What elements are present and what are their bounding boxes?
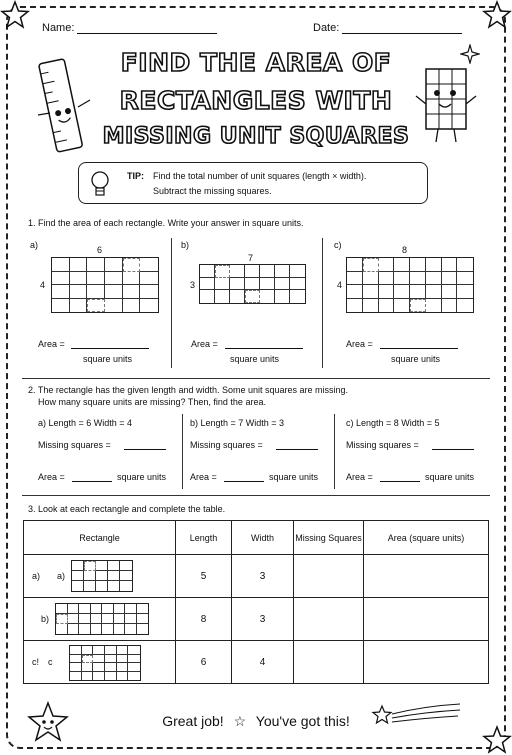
unit-square [125, 604, 137, 614]
unit-square [394, 299, 410, 313]
unit-square [52, 272, 70, 286]
unit-square [394, 272, 410, 286]
unit-square [82, 655, 94, 664]
s2-c-area-label: Area = [346, 472, 373, 482]
unit-square [105, 655, 117, 664]
lightbulb-icon [89, 169, 111, 199]
s1-b-letter: b) [181, 240, 190, 250]
unit-square [394, 285, 410, 299]
unit-square [137, 624, 149, 634]
unit-square [200, 278, 215, 291]
unit-square [52, 299, 70, 313]
section2-instruction-2: How many square units are missing? Then, find the area. [38, 397, 266, 407]
unit-square [120, 571, 132, 581]
unit-square [215, 290, 230, 303]
table-header-row [24, 521, 489, 555]
row-a-inner-letter: a) [57, 571, 66, 581]
unit-square [426, 285, 442, 299]
unit-square [91, 604, 103, 614]
unit-square [245, 265, 260, 278]
unit-square [105, 646, 117, 655]
unit-square [275, 278, 290, 291]
unit-square [56, 604, 68, 614]
footer-right-text: You've got this! [255, 713, 350, 729]
table-row [24, 555, 489, 598]
s2-c-unit: square units [425, 472, 475, 482]
unit-square [91, 624, 103, 634]
row-b-letter: b) [41, 614, 50, 624]
unit-square [290, 290, 305, 303]
shooting-star-icon [370, 700, 470, 730]
unit-square [125, 624, 137, 634]
unit-square [87, 272, 105, 286]
unit-square [215, 278, 230, 291]
unit-square [128, 663, 140, 672]
unit-square [105, 285, 123, 299]
s1-b-length: 7 [248, 253, 254, 263]
unit-square [123, 272, 141, 286]
unit-square [68, 624, 80, 634]
col-length: Length [176, 521, 232, 555]
unit-square [105, 672, 117, 681]
unit-square [79, 604, 91, 614]
unit-square [114, 604, 126, 614]
s1-c-width: 4 [337, 280, 343, 290]
unit-square [52, 258, 70, 272]
unit-square [140, 299, 158, 313]
unit-square [347, 285, 363, 299]
row-b-width: 3 [232, 598, 294, 641]
title-line-2: RECTANGLES WITH [119, 86, 393, 115]
unit-square [117, 672, 129, 681]
divider [334, 414, 335, 489]
unit-square [93, 655, 105, 664]
unit-square [245, 278, 260, 291]
unit-square [70, 672, 82, 681]
unit-square [245, 290, 260, 303]
unit-square [363, 272, 379, 286]
name-label: Name: [42, 22, 75, 34]
unit-square [120, 561, 132, 571]
name-line[interactable] [77, 24, 217, 34]
unit-square [68, 604, 80, 614]
unit-square [102, 624, 114, 634]
unit-square [82, 663, 94, 672]
unit-square [70, 663, 82, 672]
unit-square [260, 265, 275, 278]
unit-square [457, 285, 473, 299]
answer-table [23, 520, 489, 684]
unit-square [260, 278, 275, 291]
s1-a-answer-line[interactable] [71, 339, 149, 349]
unit-square [379, 285, 395, 299]
corner-star-icon [482, 0, 512, 30]
title-line-3: MISSING UNIT SQUARES [102, 124, 410, 149]
unit-square [128, 646, 140, 655]
row-c-area-input[interactable] [364, 641, 489, 684]
s1-c-rectangle [346, 257, 474, 313]
unit-square [56, 624, 68, 634]
s1-c-area-label: Area = [346, 339, 373, 349]
unit-square [108, 581, 120, 591]
unit-square [108, 561, 120, 571]
unit-square [275, 290, 290, 303]
unit-square [70, 299, 88, 313]
s1-b-unit: square units [230, 354, 280, 364]
footer-left-text: Great job! [162, 713, 224, 729]
unit-square [72, 571, 84, 581]
name-field[interactable] [42, 22, 217, 34]
s1-b-answer-line[interactable] [225, 339, 303, 349]
s2-a-header: a) Length = 6 Width = 4 [38, 418, 133, 428]
row-a-rectangle-cell [24, 555, 176, 598]
unit-square [347, 272, 363, 286]
unit-square [379, 258, 395, 272]
s2-b-missing-line[interactable] [276, 440, 318, 450]
unit-square [379, 299, 395, 313]
section-divider [22, 378, 490, 379]
unit-square [363, 258, 379, 272]
unit-square [140, 258, 158, 272]
s2-a-unit: square units [117, 472, 167, 482]
unit-square [137, 614, 149, 624]
section3-instruction: 3. Look at each rectangle and complete the table. [28, 504, 226, 514]
row-c-missing-input[interactable] [294, 641, 364, 684]
row-a-missing-input[interactable] [294, 555, 364, 598]
unit-square [87, 258, 105, 272]
row-b-length: 8 [176, 598, 232, 641]
unit-square [379, 272, 395, 286]
unit-square [96, 561, 108, 571]
row-a-area-input[interactable] [364, 555, 489, 598]
unit-square [457, 299, 473, 313]
s2-b-header: b) Length = 7 Width = 3 [190, 418, 285, 428]
unit-square [52, 285, 70, 299]
unit-square [123, 285, 141, 299]
s2-b-area-label: Area = [190, 472, 217, 482]
s1-c-letter: c) [334, 240, 342, 250]
unit-square [117, 663, 129, 672]
s1-a-length: 6 [97, 245, 103, 255]
unit-square [102, 614, 114, 624]
unit-square [230, 265, 245, 278]
row-b-rectangle [55, 603, 149, 635]
unit-square [410, 285, 426, 299]
unit-square [108, 571, 120, 581]
unit-square [70, 272, 88, 286]
unit-square [87, 299, 105, 313]
unit-square [442, 285, 458, 299]
unit-square [93, 663, 105, 672]
s2-c-area-line[interactable] [380, 472, 420, 482]
tip-label: TIP: [127, 171, 144, 181]
unit-square [84, 571, 96, 581]
row-c-rectangle [69, 645, 141, 681]
row-c-rectangle-cell [24, 641, 176, 684]
unit-square [442, 299, 458, 313]
s1-b-area-label: Area = [191, 339, 218, 349]
table-row [24, 641, 489, 684]
row-b-area-input[interactable] [364, 598, 489, 641]
unit-square [230, 278, 245, 291]
unit-square [394, 258, 410, 272]
unit-square [457, 258, 473, 272]
unit-square [363, 299, 379, 313]
unit-square [96, 571, 108, 581]
s1-c-length: 8 [402, 245, 408, 255]
s2-b-area-line[interactable] [224, 472, 264, 482]
unit-square [290, 278, 305, 291]
col-width: Width [232, 521, 294, 555]
unit-square [70, 646, 82, 655]
unit-square [123, 258, 141, 272]
unit-square [105, 663, 117, 672]
unit-square [290, 265, 305, 278]
unit-square [72, 581, 84, 591]
unit-square [426, 299, 442, 313]
s1-c-unit: square units [391, 354, 441, 364]
s2-c-header: c) Length = 8 Width = 5 [346, 418, 440, 428]
row-a-width: 3 [232, 555, 294, 598]
unit-square [410, 258, 426, 272]
unit-square [72, 561, 84, 571]
row-a-length: 5 [176, 555, 232, 598]
unit-square [347, 299, 363, 313]
unit-square [82, 646, 94, 655]
unit-square [68, 614, 80, 624]
divider [171, 238, 172, 368]
col-area: Area (square units) [364, 521, 489, 555]
s2-c-missing-label: Missing squares = [346, 440, 419, 450]
unit-square [84, 581, 96, 591]
unit-square [105, 299, 123, 313]
unit-square [230, 290, 245, 303]
unit-square [442, 272, 458, 286]
unit-square [70, 655, 82, 664]
unit-square [105, 258, 123, 272]
table-row [24, 598, 489, 641]
unit-square [87, 285, 105, 299]
unit-square [260, 290, 275, 303]
unit-square [426, 258, 442, 272]
s1-a-area-label: Area = [38, 339, 65, 349]
unit-square [275, 265, 290, 278]
row-a-rectangle [71, 560, 133, 592]
unit-square [117, 655, 129, 664]
s1-a-unit: square units [83, 354, 133, 364]
row-b-missing-input[interactable] [294, 598, 364, 641]
unit-square [442, 258, 458, 272]
s1-b-rectangle [199, 264, 306, 304]
unit-square [79, 614, 91, 624]
unit-square [410, 272, 426, 286]
row-b-rectangle-cell [24, 598, 176, 641]
tip-box [78, 162, 428, 204]
s1-a-letter: a) [30, 240, 39, 250]
divider [182, 414, 183, 489]
unit-square [200, 290, 215, 303]
s2-a-area-label: Area = [38, 472, 65, 482]
row-c-letter: c! [32, 657, 40, 667]
unit-square [96, 581, 108, 591]
s2-a-missing-line[interactable] [124, 440, 166, 450]
unit-square [410, 299, 426, 313]
unit-square [84, 561, 96, 571]
corner-star-icon [0, 0, 30, 30]
unit-square [114, 614, 126, 624]
tip-line-1: Find the total number of unit squares (length × width). [153, 171, 367, 181]
date-field[interactable] [313, 22, 462, 34]
unit-square [200, 265, 215, 278]
section-divider [22, 495, 490, 496]
s1-b-width: 3 [190, 280, 196, 290]
unit-square [117, 646, 129, 655]
unit-square [426, 272, 442, 286]
unit-square [70, 258, 88, 272]
unit-square [457, 272, 473, 286]
unit-square [93, 672, 105, 681]
unit-square [82, 672, 94, 681]
unit-square [128, 655, 140, 664]
unit-square [128, 672, 140, 681]
s1-c-answer-line[interactable] [380, 339, 458, 349]
unit-square [79, 624, 91, 634]
unit-square [123, 299, 141, 313]
unit-square [140, 272, 158, 286]
row-c-length: 6 [176, 641, 232, 684]
s1-a-width: 4 [40, 280, 46, 290]
s2-a-missing-label: Missing squares = [38, 440, 111, 450]
unit-square [91, 614, 103, 624]
row-c-inner-letter: c [48, 657, 53, 667]
s1-a-rectangle [51, 257, 159, 313]
row-a-letter: a) [32, 571, 41, 581]
s2-a-area-line[interactable] [72, 472, 112, 482]
unit-square [70, 285, 88, 299]
unit-square [363, 285, 379, 299]
row-c-width: 4 [232, 641, 294, 684]
sparkle-icon [460, 44, 480, 64]
star-icon: ☆ [233, 713, 247, 729]
unit-square [56, 614, 68, 624]
s2-b-missing-label: Missing squares = [190, 440, 263, 450]
col-missing: Missing Squares [294, 521, 364, 555]
unit-square [140, 285, 158, 299]
section2-instruction-1: 2. The rectangle has the given length and width. Some unit squares are missing. [28, 385, 349, 395]
s2-c-missing-line[interactable] [432, 440, 474, 450]
unit-square [125, 614, 137, 624]
date-line[interactable] [342, 24, 462, 34]
unit-square [102, 604, 114, 614]
tip-line-2: Subtract the missing squares. [153, 186, 272, 196]
unit-square [215, 265, 230, 278]
col-rectangle: Rectangle [24, 521, 176, 555]
unit-square [137, 604, 149, 614]
unit-square [114, 624, 126, 634]
unit-square [93, 646, 105, 655]
section1-instruction: 1. Find the area of each rectangle. Write your answer in square units. [28, 218, 304, 228]
unit-square [120, 581, 132, 591]
divider [322, 238, 323, 368]
unit-square [105, 272, 123, 286]
s2-b-unit: square units [269, 472, 319, 482]
unit-square [347, 258, 363, 272]
title-line-1: FIND THE AREA OF [120, 48, 392, 77]
date-label: Date: [313, 22, 340, 34]
